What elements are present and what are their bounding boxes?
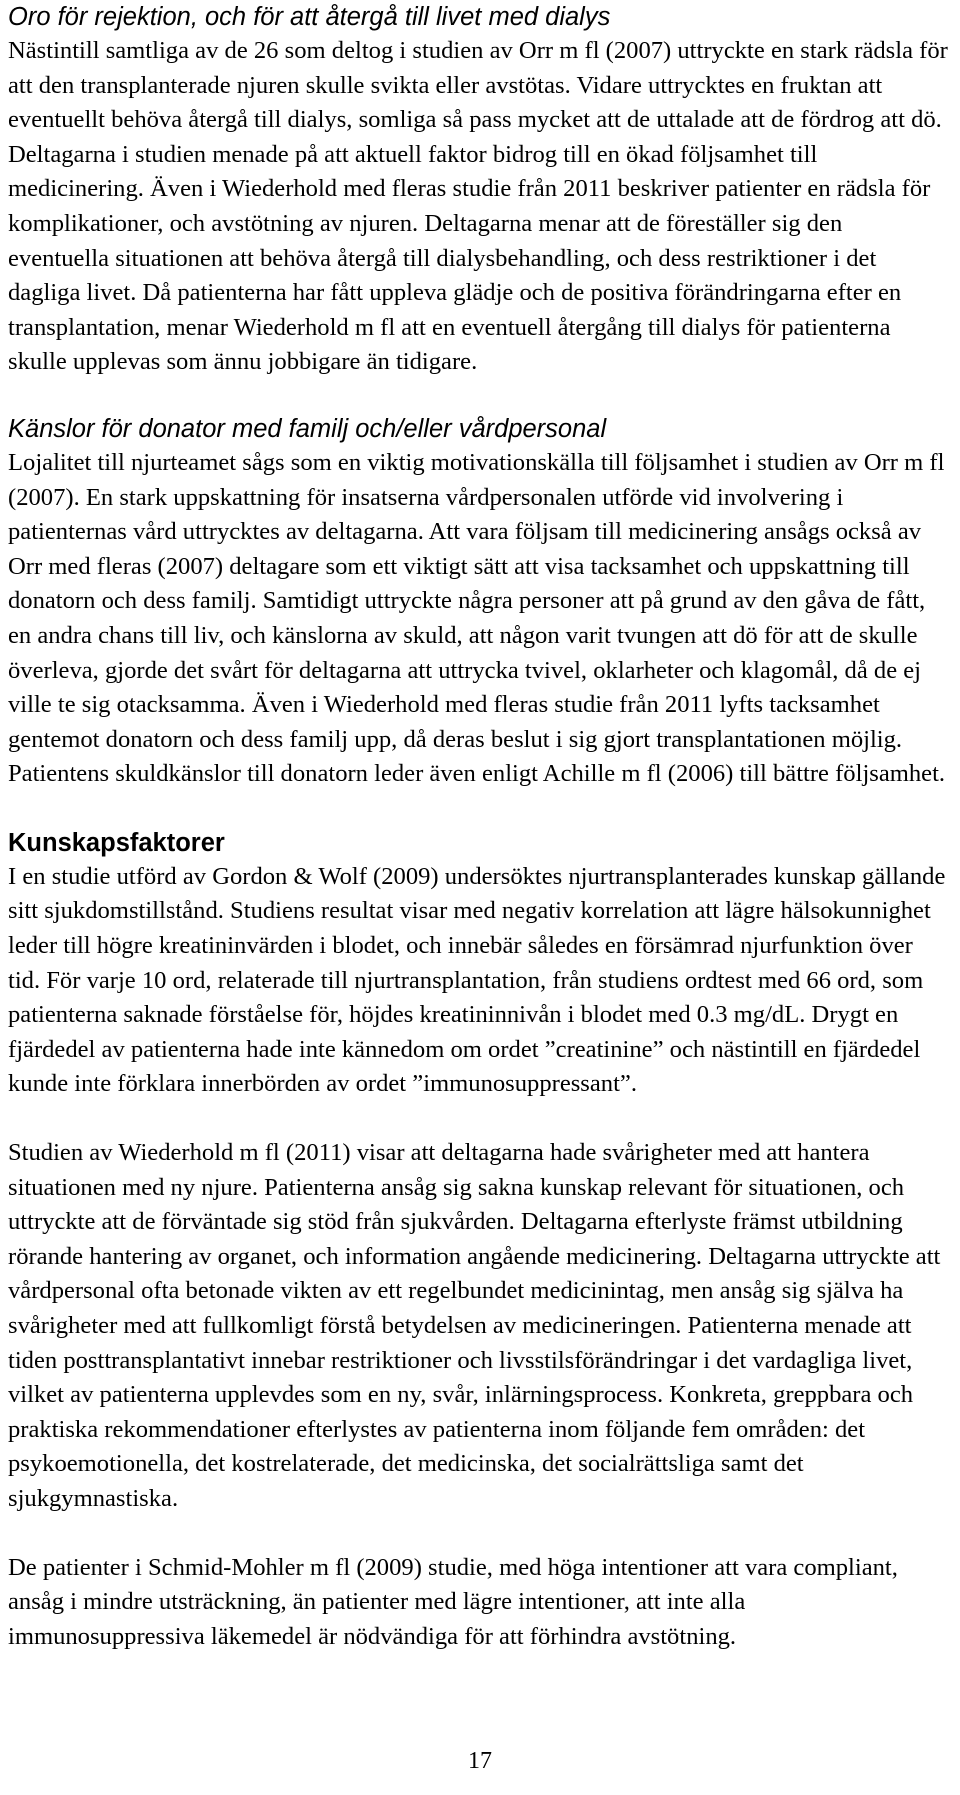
section-heading-donor-feelings: Känslor för donator med familj och/eller vårdpersonal bbox=[8, 414, 607, 443]
paragraph-knowledge-schmid-mohler: De patienter i Schmid-Mohler m fl (2009) studie, med höga intentioner att vara compliant, ansåg i mindre utsträckning, än patienter med lägre intentioner, att inte alla immunosuppressiva läkemedel är nödvändiga för att förhindra avstötning. bbox=[8, 1553, 898, 1650]
section-heading-knowledge-factors: Kunskapsfaktorer bbox=[8, 828, 225, 857]
page-number: 17 bbox=[468, 1748, 492, 1774]
page-content bbox=[8, 0, 948, 1654]
paragraph-donor-feelings: Lojalitet till njurteamet sågs som en viktig motivationskälla till följsamhet i studien av Orr m fl (2007). En stark uppskattning för insatserna vårdpersonalen utförde vid involvering i patienternas vård uttrycktes av deltagarna. Att vara följsam till medicinering ansågs också av Orr med fleras (2007) deltagare som ett viktigt sätt att visa tacksamhet och uppskattning till donatorn och dess familj. Samtidigt uttryckte några personer att på grund av den gåva de fått, en andra chans till liv, och känslorna av skuld, att någon varit tvungen att dö för att de skulle överleva, gjorde det svårt för deltagarna att uttrycka tvivel, oklarheter och klagomål, då de ej ville te sig otacksamma. Även i Wiederhold med fleras studie från 2011 lyfts tacksamhet gentemot donatorn och dess familj upp, då deras beslut i sig gjort transplantationen möjlig. Patientens skuldkänslor till donatorn leder även enligt Achille m fl (2006) till bättre följsamhet. bbox=[8, 448, 946, 788]
paragraph-rejection-fear: Nästintill samtliga av de 26 som deltog i studien av Orr m fl (2007) uttryckte en stark rädsla för att den transplanterade njuren skulle svikta eller avstötas. Vidare uttrycktes en fruktan att eventuellt behöva återgå till dialys, somliga så pass mycket att de uttalade att de fördrog att dö. Deltagarna i studien menade på att aktuell faktor bidrog till en ökad följsamhet till medicinering. Även i Wiederhold med fleras studie från 2011 beskriver patienter en rädsla för komplikationer, och avstötning av njuren. Deltagarna menar att de föreställer sig den eventuella situationen att behöva återgå till dialysbehandling, och dess restriktioner i det dagliga livet. Då patienterna har fått uppleva glädje och de positiva förändringarna efter en transplantation, menar Wiederhold m fl att en eventuell återgång till dialys för patienterna skulle upplevas som ännu jobbigare än tidigare. bbox=[8, 37, 948, 376]
paragraph-knowledge-wiederhold: Studien av Wiederhold m fl (2011) visar att deltagarna hade svårigheter med att hantera situationen med ny njure. Patienterna ansåg sig sakna kunskap relevant för situationen, och uttryckte att de förväntade sig stöd från sjukvården. Deltagarna efterlyste främst utbildning rörande hantering av organet, och information angående medicinering. Deltagarna uttryckte att vårdpersonal ofta betonade vikten av ett regelbundet medicinintag, men ansåg sig själva ha svårigheter med att fullkomligt förstå betydelsen av medicineringen. Patienterna menade att tiden posttransplantativt innebar restriktioner och livsstilsförändringar i det vardagliga livet, vilket av patienterna upplevdes som en ny, svår, inlärningsprocess. Konkreta, greppbara och praktiska rekommendationer efterlystes av patienterna inom följande fem områden: det psykoemotionella, det kostrelaterade, det medicinska, det socialrättsliga samt det sjukgymnastiska. bbox=[8, 1139, 941, 1512]
section-heading-rejection-fear: Oro för rejektion, och för att återgå till livet med dialys bbox=[8, 3, 611, 31]
paragraph-knowledge-gordon-wolf: I en studie utförd av Gordon & Wolf (2009) undersöktes njurtransplanterades kunskap gällande sitt sjukdomstillstånd. Studiens resultat visar med negativ korrelation att lägre hälsokunnighet leder till högre kreatininvärden i blodet, och innebär således en försämrad njurfunktion över tid. För varje 10 ord, relaterade till njurtransplantation, från studiens ordtest med 66 ord, som patienterna saknade förståelse för, höjdes kreatininnivån i blodet med 0.3 mg/dL. Drygt en fjärdedel av patienterna hade inte kännedom om ordet ”creatinine” och nästintill en fjärdedel kunde inte förklara innerbörden av ordet ”immunosuppressant”. bbox=[8, 862, 946, 1098]
